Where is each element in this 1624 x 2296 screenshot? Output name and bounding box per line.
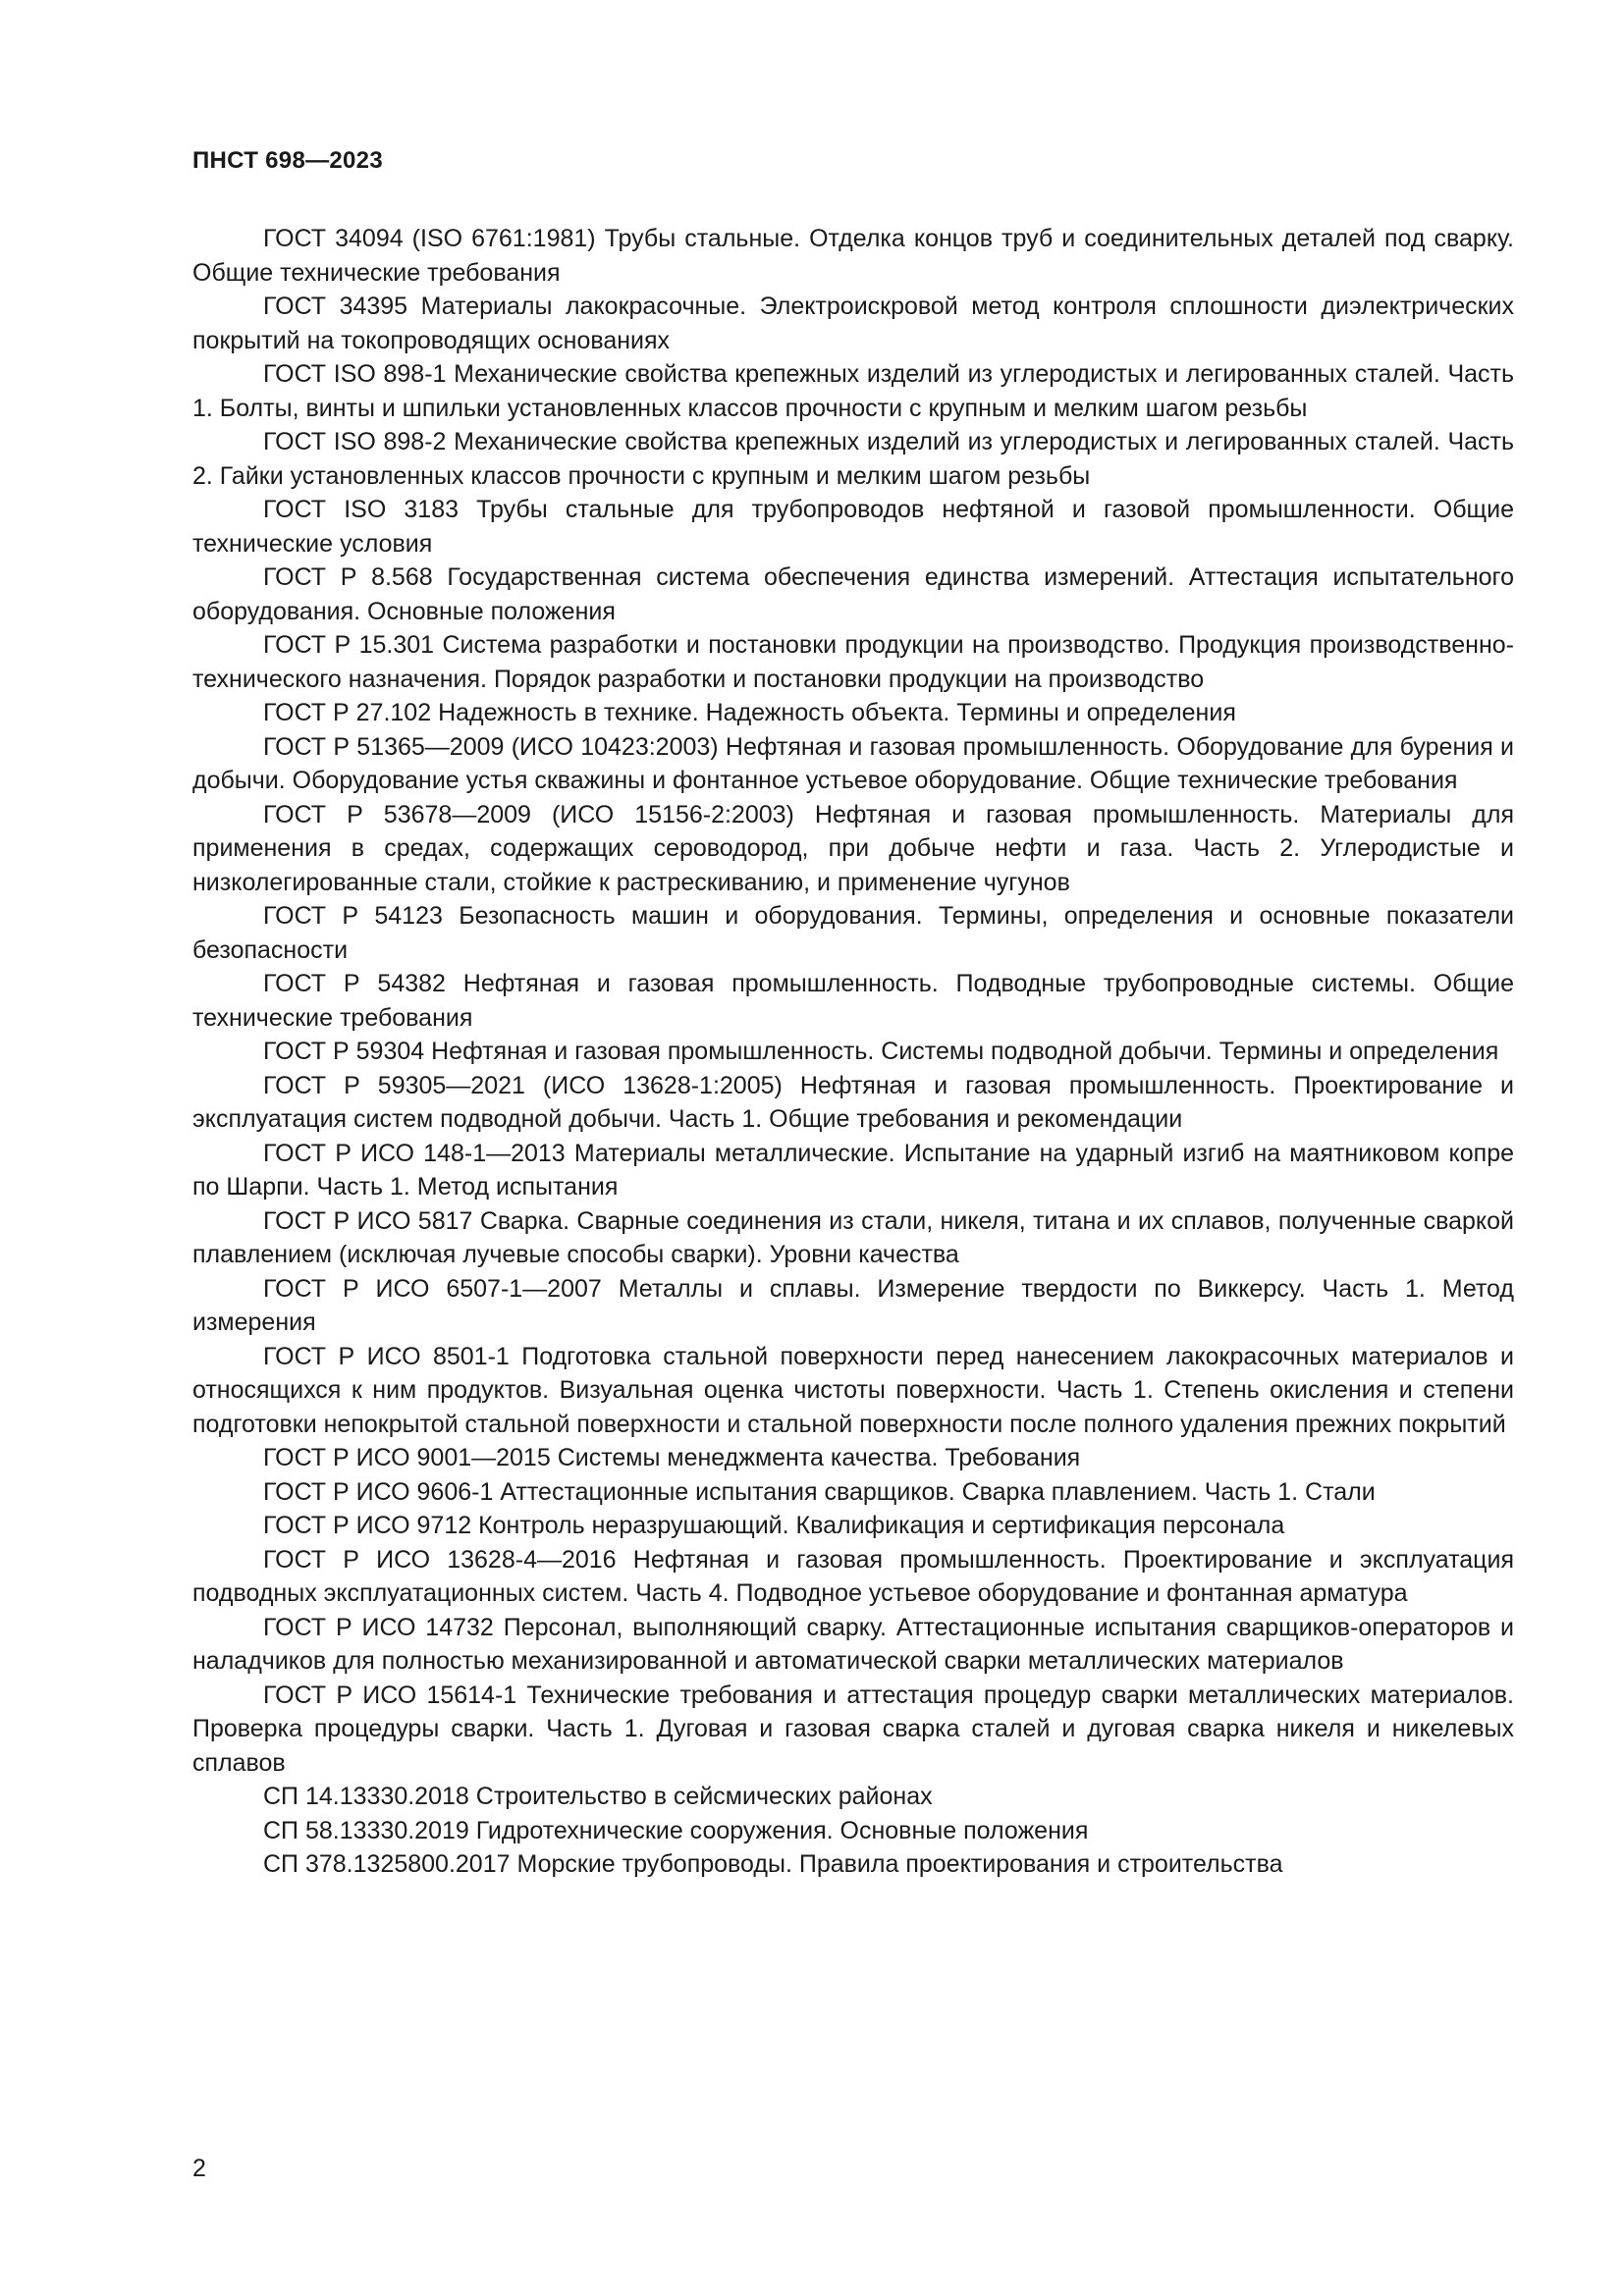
reference-entry [192, 1069, 1514, 1137]
reference-entry [192, 899, 1514, 967]
reference-title: Надежность в технике. Надежность объекта. Термины и определения [438, 699, 1236, 726]
reference-code: ГОСТ Р ИСО 5817 [263, 1206, 473, 1235]
reference-code: ГОСТ Р ИСО 148-1—2013 [263, 1139, 566, 1167]
reference-entry [192, 357, 1514, 425]
reference-code: ГОСТ Р ИСО 15614-1 [263, 1681, 517, 1709]
reference-entry [192, 1340, 1514, 1442]
reference-entry [192, 1543, 1514, 1611]
reference-entry [192, 1475, 1514, 1510]
reference-title: Технические требования и аттестация процедур сварки металлических материалов. Проверка процедуры сварки. Часть 1. Дуговая и газовая сварка сталей и дуговая сварка никеля и никелевых сплавов [192, 1681, 1514, 1777]
reference-title: Нефтяная и газовая промышленность. Проектирование и эксплуатация подводных эксплуатационных систем. Часть 4. Подводное устьевое оборудование и фонтанная арматура [192, 1545, 1514, 1607]
reference-entry [192, 1780, 1514, 1814]
reference-entry [192, 1611, 1514, 1679]
reference-code: ГОСТ Р 27.102 [263, 699, 432, 726]
reference-title: Безопасность машин и оборудования. Термины, определения и основные показатели безопасности [192, 902, 1514, 964]
reference-title: Сварка. Сварные соединения из стали, никеля, титана и их сплавов, полученные сваркой плавлением (исключая лучевые способы сварки). Уровни качества [192, 1206, 1515, 1268]
reference-title: Металлы и сплавы. Измерение твердости по Виккерсу. Часть 1. Метод измерения [192, 1274, 1514, 1336]
reference-title: Нефтяная и газовая промышленность. Материалы для применения в средах, содержащих сероводород, при добыче нефти и газа. Часть 2. Углеродистые и низколегированные стали, стойкие к растрескиванию, и применение чугунов [192, 800, 1514, 896]
reference-entry [192, 1272, 1514, 1340]
reference-entry [192, 798, 1514, 900]
reference-code: СП 14.13330.2018 [263, 1783, 469, 1810]
reference-entry [192, 222, 1514, 290]
reference-title: Гидротехнические сооружения. Основные положения [475, 1816, 1089, 1844]
reference-code: ГОСТ ISO 3183 [263, 496, 460, 523]
reference-code: ГОСТ Р 53678—2009 (ИСО 15156-2:2003) [263, 800, 794, 828]
reference-code: СП 58.13330.2019 [263, 1816, 469, 1844]
reference-entry [192, 290, 1514, 357]
reference-entry [192, 1814, 1514, 1848]
reference-title: Нефтяная и газовая промышленность. Проектирование и эксплуатация систем подводной добычи. Часть 1. Общие требования и рекомендации [192, 1071, 1515, 1133]
normative-references-list [192, 222, 1514, 1882]
reference-entry [192, 1679, 1514, 1781]
reference-entry [192, 628, 1514, 696]
reference-code: ГОСТ 34094 (ISO 6761:1981) [263, 225, 596, 252]
document-header: ПНСТ 698—2023 [192, 147, 383, 174]
reference-code: ГОСТ Р ИСО 13628-4—2016 [263, 1545, 617, 1574]
reference-code: ГОСТ ISO 898-2 [263, 428, 447, 455]
reference-entry [192, 1441, 1514, 1475]
reference-code: ГОСТ Р 54382 [263, 970, 446, 997]
reference-entry [192, 967, 1514, 1035]
reference-entry [192, 561, 1514, 628]
reference-code: ГОСТ 34395 [263, 293, 408, 320]
reference-title: Системы менеджмента качества. Требования [557, 1444, 1081, 1471]
reference-title: Механические свойства крепежных изделий из углеродистых и легированных сталей. Часть 2. Гайки установленных классов прочности с крупным и мелким шагом резьбы [192, 428, 1514, 490]
reference-code: ГОСТ Р 54123 [263, 902, 443, 930]
reference-title: Материалы лакокрасочные. Электроискровой метод контроля сплошности диэлектрических покрытий на токопроводящих основаниях [192, 293, 1514, 354]
reference-title: Контроль неразрушающий. Квалификация и сертификация персонала [478, 1512, 1285, 1539]
reference-title: Морские трубопроводы. Правила проектирования и строительства [516, 1850, 1283, 1878]
reference-code: ГОСТ Р 59304 [263, 1038, 425, 1065]
reference-code: ГОСТ Р 51365—2009 (ИСО 10423:2003) [263, 732, 719, 761]
reference-code: ГОСТ Р ИСО 9712 [263, 1512, 472, 1539]
reference-title: Персонал, выполняющий сварку. Аттестационные испытания сварщиков-операторов и наладчиков для полностью механизированной и автоматической сварки металлических материалов [192, 1613, 1515, 1675]
reference-entry [192, 1204, 1514, 1272]
reference-entry [192, 493, 1514, 561]
reference-title: Трубы стальные для трубопроводов нефтяной и газовой промышленности. Общие технические условия [192, 496, 1514, 558]
reference-entry [192, 1847, 1514, 1882]
reference-title: Аттестационные испытания сварщиков. Сварка плавлением. Часть 1. Стали [500, 1477, 1376, 1506]
reference-code: ГОСТ Р ИСО 9001—2015 [263, 1444, 551, 1471]
reference-code: ГОСТ Р ИСО 9606-1 [263, 1477, 494, 1506]
reference-title: Механические свойства крепежных изделий из углеродистых и легированных сталей. Часть 1. Болты, винты и шпильки установленных классов прочности с крупным и мелким шагом резьбы [192, 360, 1514, 422]
reference-title: Нефтяная и газовая промышленность. Подводные трубопроводные системы. Общие технические требования [192, 970, 1514, 1032]
reference-code: ГОСТ Р 15.301 [263, 631, 435, 659]
reference-entry [192, 425, 1514, 493]
reference-code: ГОСТ Р 8.568 [263, 563, 433, 591]
reference-entry [192, 1137, 1514, 1204]
reference-title: Материалы металлические. Испытание на ударный изгиб на маятниковом копре по Шарпи. Часть 1. Метод испытания [192, 1139, 1515, 1201]
reference-entry [192, 1509, 1514, 1543]
reference-entry [192, 1035, 1514, 1069]
reference-code: ГОСТ Р ИСО 14732 [263, 1613, 494, 1641]
reference-code: ГОСТ Р ИСО 6507-1—2007 [263, 1274, 602, 1303]
reference-title: Трубы стальные. Отделка концов труб и соединительных деталей под сварку. Общие технические требования [192, 225, 1514, 287]
reference-title: Подготовка стальной поверхности перед нанесением лакокрасочных материалов и относящихся к ним продуктов. Визуальная оценка чистоты поверхности. Часть 1. Степень окисления и степени подготовки непокрытой стальной поверхности и стальной поверхности после полного удаления прежних покрытий [192, 1342, 1514, 1438]
reference-title: Нефтяная и газовая промышленность. Оборудование для бурения и добычи. Оборудование устья скважины и фонтанное устьевое оборудование. Общие технические требования [192, 732, 1514, 794]
reference-code: СП 378.1325800.2017 [263, 1850, 511, 1878]
reference-code: ГОСТ Р ИСО 8501-1 [263, 1342, 510, 1370]
reference-title: Нефтяная и газовая промышленность. Системы подводной добычи. Термины и определения [431, 1038, 1499, 1065]
reference-entry [192, 730, 1514, 798]
page-number: 2 [192, 2155, 206, 2182]
reference-code: ГОСТ Р 59305—2021 (ИСО 13628-1:2005) [263, 1071, 783, 1099]
reference-entry [192, 696, 1514, 730]
reference-title: Система разработки и постановки продукции на производство. Продукция производственно-технического назначения. Порядок разработки и постановки продукции на производство [192, 631, 1514, 693]
reference-title: Строительство в сейсмических районах [475, 1783, 933, 1810]
reference-title: Государственная система обеспечения единства измерений. Аттестация испытательного оборудования. Основные положения [192, 563, 1514, 625]
reference-code: ГОСТ ISO 898-1 [263, 360, 447, 388]
